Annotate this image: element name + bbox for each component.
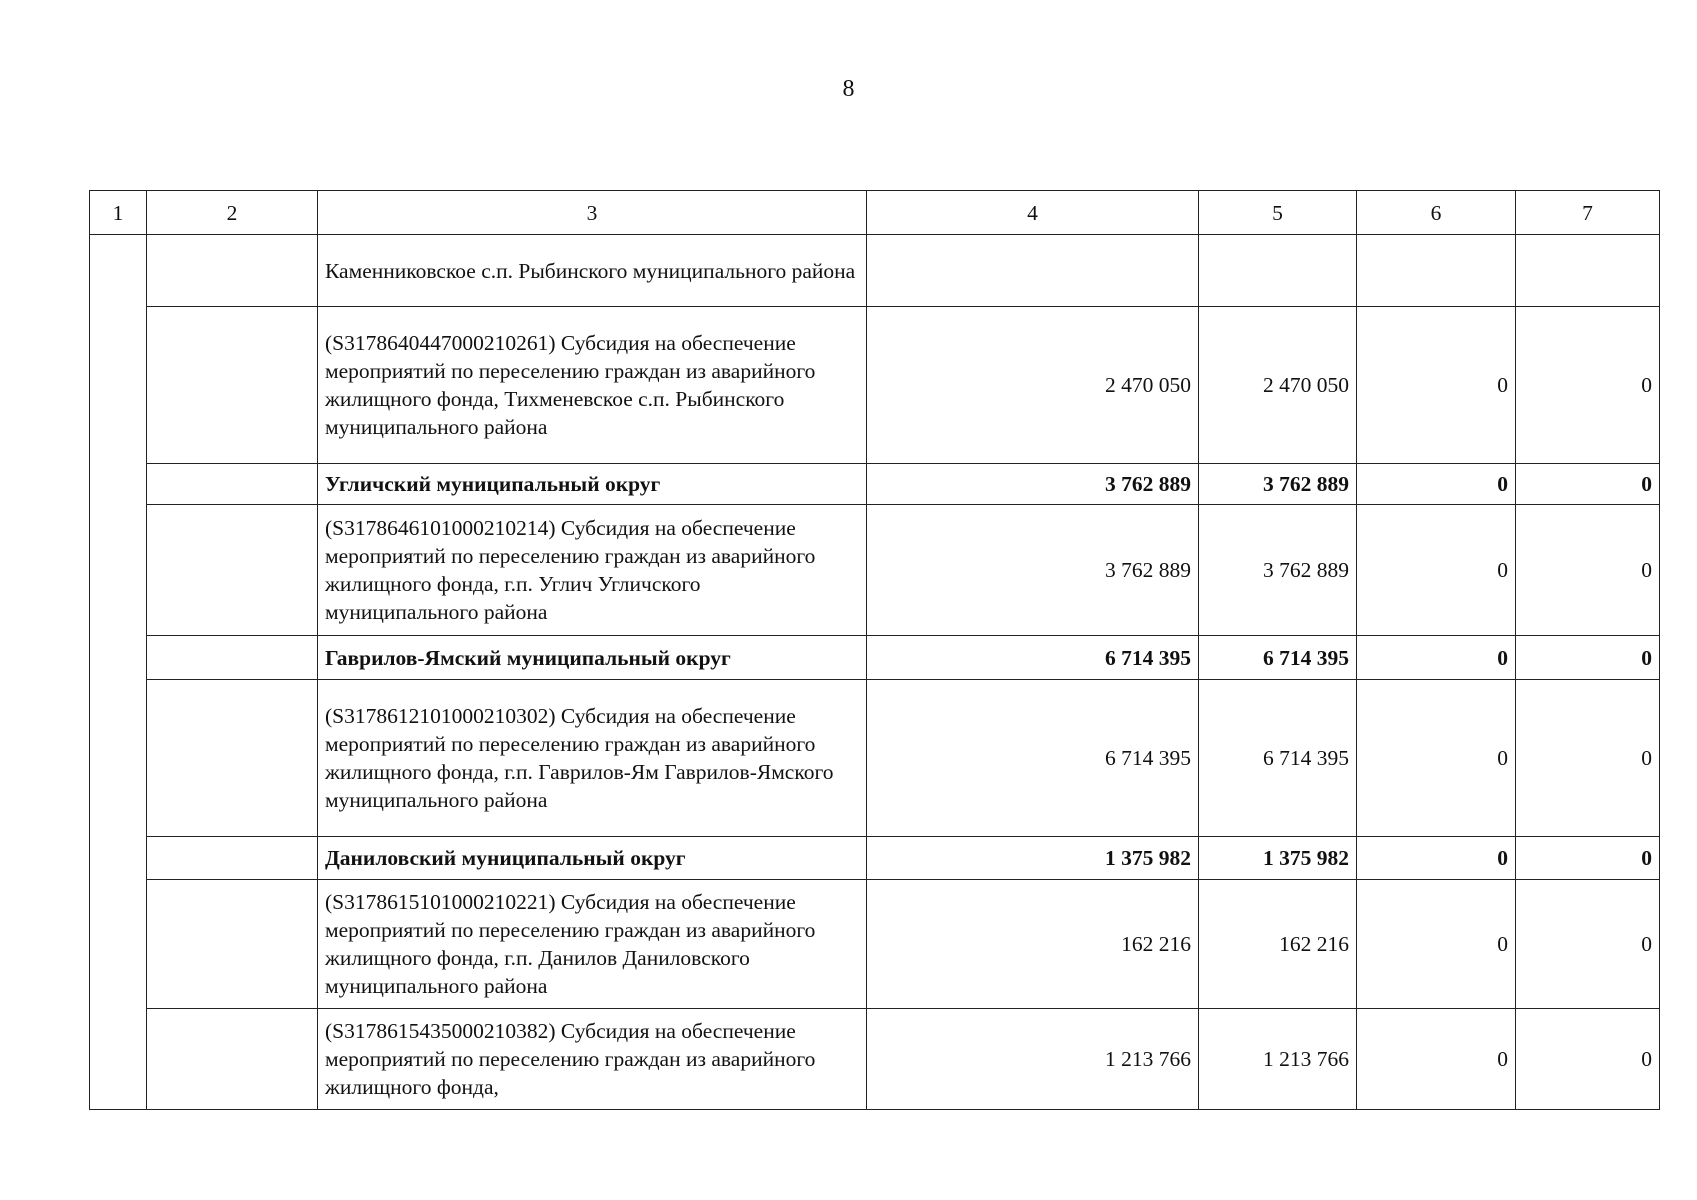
value-col-4: 2 470 050 — [867, 307, 1199, 464]
column-header-6: 6 — [1357, 191, 1516, 235]
budget-table — [89, 190, 1660, 1110]
row-name: (S3178646101000210214) Субсидия на обеспечение мероприятий по переселению граждан из аварийного жилищного фонда, г.п. Углич Угличского муниципального района — [318, 505, 867, 636]
value-col-5: 6 714 395 — [1199, 636, 1357, 680]
row-name: Гаврилов-Ямский муниципальный округ — [318, 636, 867, 680]
value-col-7: 0 — [1516, 464, 1660, 505]
value-col-7: 0 — [1516, 505, 1660, 636]
value-col-5: 6 714 395 — [1199, 680, 1357, 837]
table-row — [90, 235, 1660, 307]
row-name: (S3178615435000210382) Субсидия на обеспечение мероприятий по переселению граждан из аварийного жилищного фонда, — [318, 1009, 867, 1110]
table-row-subtotal — [90, 464, 1660, 505]
row-name: (S3178615101000210221) Субсидия на обеспечение мероприятий по переселению граждан из аварийного жилищного фонда, г.п. Данилов Даниловского муниципального района — [318, 880, 867, 1009]
value-col-4: 6 714 395 — [867, 680, 1199, 837]
value-col-4: 162 216 — [867, 880, 1199, 1009]
table-row — [90, 1009, 1660, 1110]
row-name: (S3178640447000210261) Субсидия на обеспечение мероприятий по переселению граждан из аварийного жилищного фонда, Тихменевское с.п. Рыбинского муниципального района — [318, 307, 867, 464]
column-2-cell — [147, 464, 318, 505]
table-row — [90, 505, 1660, 636]
column-2-cell — [147, 505, 318, 636]
value-col-6: 0 — [1357, 505, 1516, 636]
column-2-cell — [147, 235, 318, 307]
value-col-6: 0 — [1357, 680, 1516, 837]
row-name: Даниловский муниципальный округ — [318, 837, 867, 880]
column-2-cell — [147, 636, 318, 680]
column-header-5: 5 — [1199, 191, 1357, 235]
column-header-1: 1 — [90, 191, 147, 235]
column-2-cell — [147, 307, 318, 464]
column-header-7: 7 — [1516, 191, 1660, 235]
value-col-7: 0 — [1516, 837, 1660, 880]
value-col-6: 0 — [1357, 837, 1516, 880]
column-2-cell — [147, 680, 318, 837]
row-name: (S3178612101000210302) Субсидия на обеспечение мероприятий по переселению граждан из аварийного жилищного фонда, г.п. Гаврилов-Ям Гаврилов-Ямского муниципального района — [318, 680, 867, 837]
value-col-6: 0 — [1357, 307, 1516, 464]
table-row — [90, 880, 1660, 1009]
value-col-7: 0 — [1516, 636, 1660, 680]
value-col-6: 0 — [1357, 636, 1516, 680]
value-col-5: 2 470 050 — [1199, 307, 1357, 464]
value-col-7: 0 — [1516, 880, 1660, 1009]
value-col-4: 1 375 982 — [867, 837, 1199, 880]
row-name: Каменниковское с.п. Рыбинского муниципального района — [318, 235, 867, 307]
value-col-4: 3 762 889 — [867, 505, 1199, 636]
value-col-7: 0 — [1516, 680, 1660, 837]
column-number-row — [90, 191, 1660, 235]
value-col-5: 3 762 889 — [1199, 505, 1357, 636]
page-number: 8 — [842, 76, 855, 102]
value-col-7: 0 — [1516, 307, 1660, 464]
value-col-4 — [867, 235, 1199, 307]
table-row-subtotal — [90, 636, 1660, 680]
column-2-cell — [147, 837, 318, 880]
value-col-7 — [1516, 235, 1660, 307]
table-row-subtotal — [90, 837, 1660, 880]
value-col-4: 1 213 766 — [867, 1009, 1199, 1110]
value-col-7: 0 — [1516, 1009, 1660, 1110]
row-name: Угличский муниципальный округ — [318, 464, 867, 505]
value-col-6: 0 — [1357, 464, 1516, 505]
table-row — [90, 307, 1660, 464]
column-2-cell — [147, 880, 318, 1009]
value-col-6: 0 — [1357, 1009, 1516, 1110]
table-row — [90, 680, 1660, 837]
value-col-6: 0 — [1357, 880, 1516, 1009]
value-col-5: 3 762 889 — [1199, 464, 1357, 505]
column-header-2: 2 — [147, 191, 318, 235]
value-col-6 — [1357, 235, 1516, 307]
value-col-5: 1 375 982 — [1199, 837, 1357, 880]
value-col-5: 1 213 766 — [1199, 1009, 1357, 1110]
value-col-4: 6 714 395 — [867, 636, 1199, 680]
value-col-5 — [1199, 235, 1357, 307]
column-header-4: 4 — [867, 191, 1199, 235]
column-header-3: 3 — [318, 191, 867, 235]
value-col-5: 162 216 — [1199, 880, 1357, 1009]
value-col-4: 3 762 889 — [867, 464, 1199, 505]
merged-column-1-cell — [90, 235, 147, 1110]
column-2-cell — [147, 1009, 318, 1110]
